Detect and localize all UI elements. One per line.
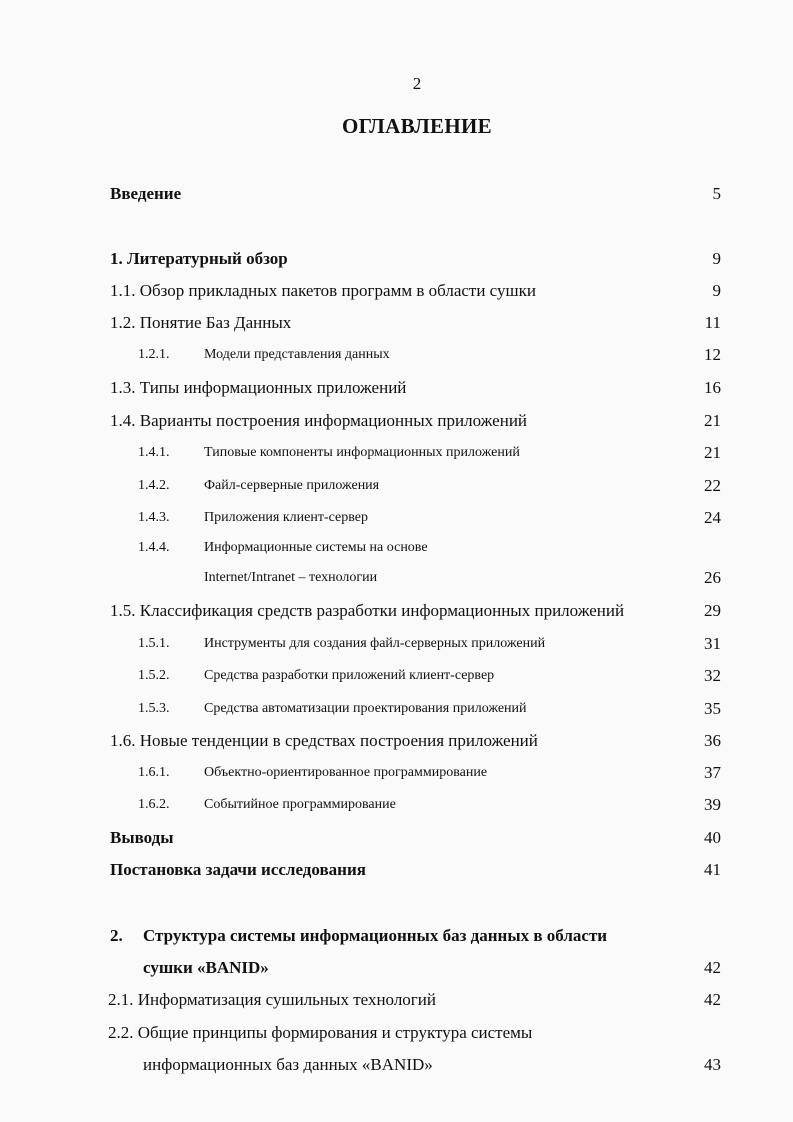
toc-subentry-number: 1.4.3. — [138, 510, 170, 525]
toc-page-number: 40 — [704, 828, 721, 847]
toc-subentry: 1.4.3. Приложения клиент-сервер 24 — [110, 504, 721, 532]
toc-page-number: 31 — [704, 634, 721, 653]
toc-subentry-number: 1.4.4. — [138, 540, 170, 555]
toc-page-number: 12 — [704, 345, 721, 364]
toc-entry: 2.1. Информатизация сушильных технологий 42 — [110, 986, 721, 1014]
toc-page-number: 43 — [704, 1055, 721, 1074]
toc-page-number: 39 — [704, 795, 721, 814]
toc-page-number: 36 — [704, 731, 721, 750]
toc-entry: 1.6. Новые тенденции в средствах построения приложений 36 — [110, 727, 721, 755]
toc-subentry-number: 1.5.1. — [138, 636, 170, 651]
toc-entry: Выводы 40 — [110, 824, 721, 852]
toc-subentry: 1.4.1. Типовые компоненты информационных приложений 21 — [110, 439, 721, 467]
toc-entry: Постановка задачи исследования 41 — [110, 856, 721, 884]
toc-entry: Введение 5 — [110, 180, 721, 208]
toc-page-number: 21 — [704, 411, 721, 430]
toc-subentry-number: 1.6.2. — [138, 797, 170, 812]
toc-page-number: 24 — [704, 508, 721, 527]
toc-entry-continuation: информационных баз данных «BANID» 43 — [110, 1051, 721, 1079]
toc-entry: 1.3. Типы информационных приложений 16 — [110, 374, 721, 402]
toc-entry: 1.4. Варианты построения информационных приложений 21 — [110, 407, 721, 435]
toc-chapter-continuation: сушки «BANID» 42 — [110, 954, 721, 982]
toc-subentry-number: 1.4.2. — [138, 478, 170, 493]
toc-entry: 1.5. Классификация средств разработки информационных приложений 29 — [110, 597, 721, 625]
page-title: ОГЛАВЛЕНИЕ — [342, 114, 492, 138]
toc-entry: 1. Литературный обзор 9 — [110, 245, 721, 273]
toc-subentry-number: 1.5.2. — [138, 668, 170, 683]
toc-chapter-number: 2. — [110, 926, 123, 945]
toc-page-number: 26 — [704, 568, 721, 587]
toc-page-number: 21 — [704, 443, 721, 462]
toc-page-number: 5 — [712, 184, 721, 203]
toc-page-number: 9 — [712, 281, 721, 300]
toc-subentry-number: 1.4.1. — [138, 445, 170, 460]
toc-page-number: 9 — [712, 249, 721, 268]
toc-subentry-number: 1.2.1. — [138, 347, 170, 362]
toc-page-number: 41 — [704, 860, 721, 879]
toc-page-number: 42 — [704, 990, 721, 1009]
toc-subentry: 1.6.1. Объектно-ориентированное программирование 37 — [110, 759, 721, 787]
toc-chapter-entry: 2. Структура системы информационных баз данных в области — [110, 922, 721, 950]
toc-subentry: 1.5.2. Средства разработки приложений клиент-сервер 32 — [110, 662, 721, 690]
toc-subentry: 1.5.3. Средства автоматизации проектирования приложений 35 — [110, 695, 721, 723]
toc-subentry: 1.5.1. Инструменты для создания файл-серверных приложений 31 — [110, 630, 721, 658]
toc-subentry-continuation: Internet/Intranet – технологии 26 — [110, 564, 721, 592]
toc-entry: 2.2. Общие принципы формирования и структура системы — [108, 1023, 533, 1042]
toc-page-number: 37 — [704, 763, 721, 782]
toc-subentry-number: 1.6.1. — [138, 765, 170, 780]
toc-page-number: 32 — [704, 666, 721, 685]
page-number: 2 — [412, 74, 422, 93]
toc-entry: 1.1. Обзор прикладных пакетов программ в области сушки 9 — [110, 277, 721, 305]
toc-page-number: 35 — [704, 699, 721, 718]
toc-subentry: 1.4.2. Файл-серверные приложения 22 — [110, 472, 721, 500]
toc-subentry: 1.4.4. Информационные системы на основе — [110, 534, 721, 562]
toc-page-number: 22 — [704, 476, 721, 495]
toc-page-number: 42 — [704, 958, 721, 977]
toc-subentry-number: 1.5.3. — [138, 701, 170, 716]
toc-entry: 1.2. Понятие Баз Данных 11 — [110, 309, 721, 337]
toc-page-number: 29 — [704, 601, 721, 620]
toc-subentry: 1.6.2. Событийное программирование 39 — [110, 791, 721, 819]
toc-page-number: 16 — [704, 378, 721, 397]
toc-page-number: 11 — [704, 313, 721, 332]
toc-subentry: 1.2.1. Модели представления данных 12 — [110, 341, 721, 369]
